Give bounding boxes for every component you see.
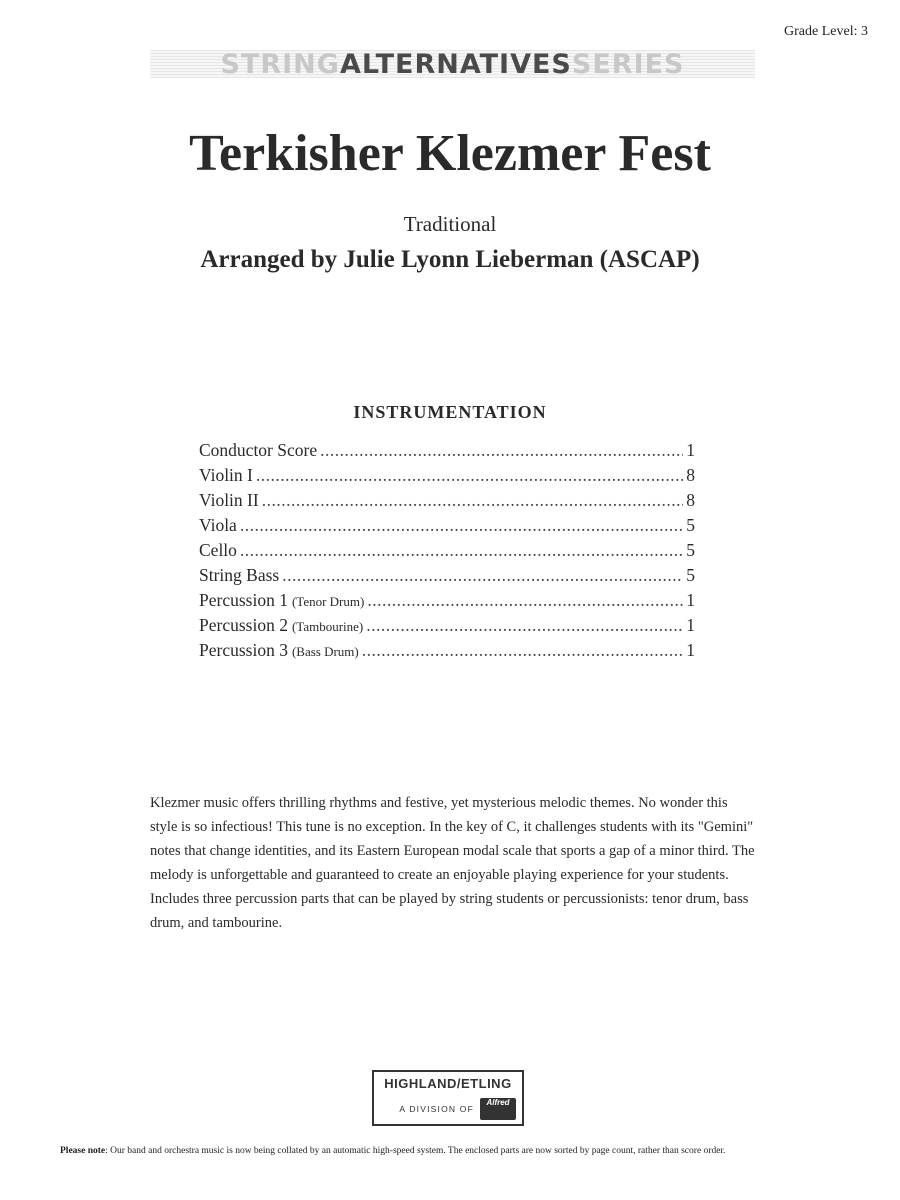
instrument-name: Violin II bbox=[199, 490, 259, 510]
instrumentation-heading: INSTRUMENTATION bbox=[353, 402, 547, 422]
leader-dots bbox=[320, 440, 683, 461]
instrument-row bbox=[199, 490, 695, 515]
instrument-row bbox=[199, 515, 695, 540]
leader-dots bbox=[262, 490, 684, 511]
instrument-name: Percussion 3 bbox=[199, 640, 288, 660]
instrument-row bbox=[199, 640, 695, 665]
instrument-note: (Bass Drum) bbox=[291, 644, 359, 659]
instrument-name: Cello bbox=[199, 540, 237, 560]
publisher-division-row bbox=[380, 1098, 516, 1120]
leader-dots bbox=[367, 590, 683, 611]
arranger: Arranged by Julie Lyonn Lieberman (ASCAP) bbox=[200, 246, 700, 273]
series-banner bbox=[150, 50, 755, 78]
instrument-count: 1 bbox=[686, 615, 695, 635]
instrument-name: Violin I bbox=[199, 465, 253, 485]
instrumentation-list bbox=[199, 440, 695, 665]
instrument-count: 8 bbox=[686, 490, 695, 510]
grade-level: Grade Level: 3 bbox=[784, 24, 868, 39]
instrument-name: Percussion 2 bbox=[199, 615, 288, 635]
instrument-name: String Bass bbox=[199, 565, 280, 585]
publisher-logo bbox=[372, 1070, 524, 1126]
instrument-name: Conductor Score bbox=[199, 440, 318, 460]
instrument-count: 1 bbox=[686, 440, 695, 460]
instrument-row bbox=[199, 615, 695, 640]
series-word-alternatives: ALTERNATIVES bbox=[339, 48, 572, 80]
leader-dots bbox=[362, 640, 684, 661]
series-word-series: SERIES bbox=[571, 48, 685, 80]
leader-dots bbox=[240, 540, 683, 561]
leader-dots bbox=[282, 565, 683, 586]
alfred-logo-icon: Alfred bbox=[480, 1098, 516, 1120]
instrument-count: 5 bbox=[686, 540, 695, 560]
instrument-note: (Tambourine) bbox=[291, 619, 364, 634]
footer-text: : Our band and orchestra music is now being collated by an automatic high-speed system. The enclosed parts are now sorted by page count, rather than score order. bbox=[105, 1146, 726, 1156]
instrument-count: 5 bbox=[686, 515, 695, 535]
instrument-row bbox=[199, 465, 695, 490]
instrument-name: Percussion 1 bbox=[199, 590, 288, 610]
instrument-count: 5 bbox=[686, 565, 695, 585]
instrument-count: 1 bbox=[686, 640, 695, 660]
instrument-row bbox=[199, 565, 695, 590]
instrument-name: Viola bbox=[199, 515, 237, 535]
instrument-count: 8 bbox=[686, 465, 695, 485]
instrument-note: (Tenor Drum) bbox=[291, 594, 365, 609]
instrument-count: 1 bbox=[686, 590, 695, 610]
footer-label: Please note bbox=[60, 1146, 106, 1156]
instrument-row bbox=[199, 590, 695, 615]
publisher-name: HIGHLAND/ETLING bbox=[384, 1076, 512, 1091]
series-word-string: STRING bbox=[220, 48, 340, 80]
publisher-division: A DIVISION OF bbox=[399, 1104, 474, 1114]
composer: Traditional bbox=[403, 212, 497, 236]
instrument-row bbox=[199, 440, 695, 465]
leader-dots bbox=[256, 465, 683, 486]
footer-note bbox=[60, 1146, 860, 1156]
instrument-row bbox=[199, 540, 695, 565]
leader-dots bbox=[240, 515, 683, 536]
leader-dots bbox=[366, 615, 683, 636]
piece-title: Terkisher Klezmer Fest bbox=[189, 125, 711, 182]
description: Klezmer music offers thrilling rhythms and festive, yet mysterious melodic themes. No wonder this style is so infectious! This tune is no exception. In the key of C, it challenges students with its "Gemini" notes that change identities, and its Eastern European modal scale that sports a gap of a minor third. The melody is unforgettable and guaranteed to create an enjoyable playing experience for your students. Includes three percussion parts that can be played by string students or percussionists: tenor drum, bass drum, and tambourine. bbox=[150, 795, 755, 931]
